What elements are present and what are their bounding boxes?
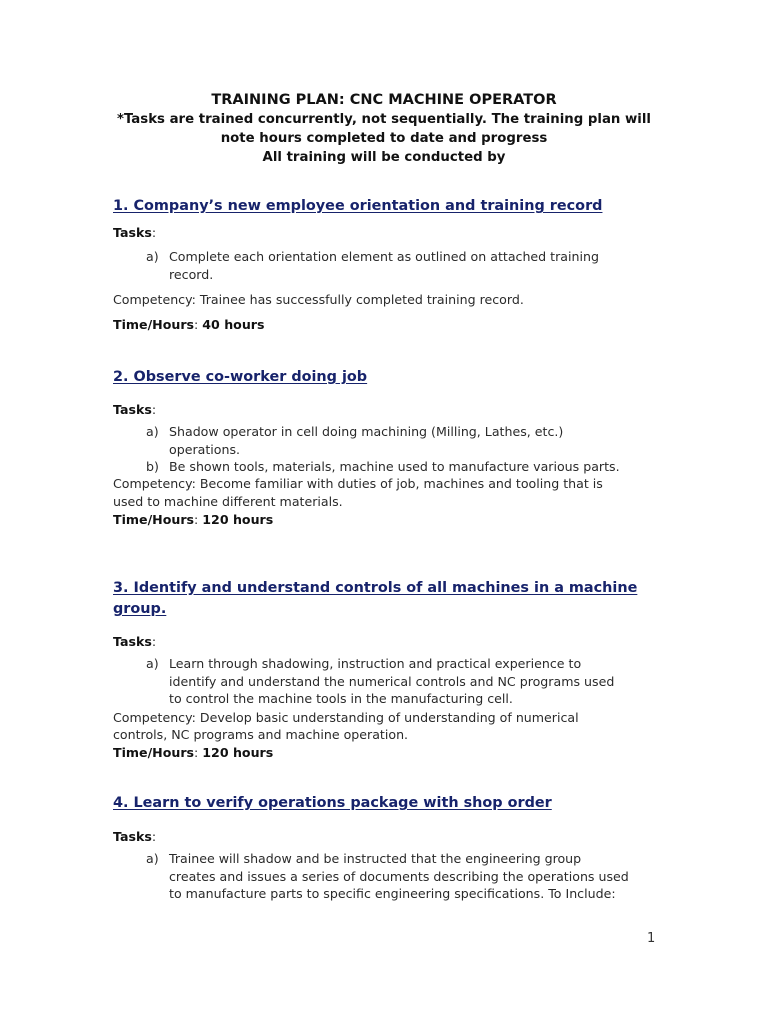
section-3-tasks-label: Tasks: [113, 634, 157, 649]
section-1-task-a [146, 248, 599, 283]
section-2-time: Time/Hours: 120 hours [113, 512, 274, 527]
section-1-tasks-label: Tasks: [113, 225, 157, 240]
task-marker: b) [146, 459, 159, 474]
section-1-heading: 1. Company’s new employee orientation and training record [113, 198, 603, 214]
section-2-competency-line-2: used to machine different materials. [113, 494, 343, 509]
document-title: TRAINING PLAN: CNC MACHINE OPERATOR [211, 92, 557, 108]
section-2-heading: 2. Observe co-worker doing job [113, 369, 368, 385]
section-2-task-a [146, 423, 563, 458]
section-3-time: Time/Hours: 120 hours [113, 745, 274, 760]
header-note-line-1: *Tasks are trained concurrently, not sequentially. The training plan will [117, 112, 651, 127]
section-2-competency-line-1: Competency: Become familiar with duties of job, machines and tooling that is [113, 476, 603, 491]
task-text: Learn through shadowing, instruction and practical experience to [169, 656, 582, 671]
task-marker: a) [146, 656, 159, 671]
task-marker: a) [146, 851, 159, 866]
section-3-task-a [146, 655, 614, 708]
section-2-task-b [146, 458, 620, 476]
section-4-task-a [146, 850, 629, 903]
document-header [0, 91, 768, 167]
task-text-continued: to control the machine tools in the manufacturing cell. [169, 691, 513, 706]
section-1-time: Time/Hours: 40 hours [113, 317, 265, 332]
section-4-tasks-label: Tasks: [113, 829, 157, 844]
task-text-continued: creates and issues a series of documents describing the operations used [169, 868, 629, 884]
header-note-line-2: note hours completed to date and progress [220, 131, 548, 146]
section-2-tasks-label: Tasks: [113, 402, 157, 417]
section-3-heading-line-1: 3. Identify and understand controls of all machines in a machine [113, 580, 638, 596]
header-note-line-3: All training will be conducted by [262, 150, 506, 165]
task-text-continued: record. [169, 266, 214, 282]
task-text-continued: identify and understand the numerical controls and NC programs used [169, 673, 615, 689]
page-number: 1 [647, 931, 656, 946]
task-text: Complete each orientation element as outlined on attached training [169, 249, 599, 264]
task-marker: a) [146, 424, 159, 439]
section-1-competency: Competency: Trainee has successfully completed training record. [113, 292, 524, 307]
section-3-heading-line-2: group. [113, 601, 167, 617]
task-text: Be shown tools, materials, machine used to manufacture various parts. [169, 459, 620, 474]
task-marker: a) [146, 249, 159, 264]
task-text-continued: operations. [169, 441, 241, 457]
section-3-competency-line-2: controls, NC programs and machine operation. [113, 727, 409, 742]
section-3-competency-line-1: Competency: Develop basic understanding of understanding of numerical [113, 710, 579, 725]
task-text: Shadow operator in cell doing machining (Milling, Lathes, etc.) [169, 424, 564, 439]
task-text: Trainee will shadow and be instructed that the engineering group [169, 851, 582, 866]
task-text-continued: to manufacture parts to specific engineering specifications. To Include: [169, 886, 616, 901]
section-4-heading: 4. Learn to verify operations package with shop order [113, 795, 552, 811]
